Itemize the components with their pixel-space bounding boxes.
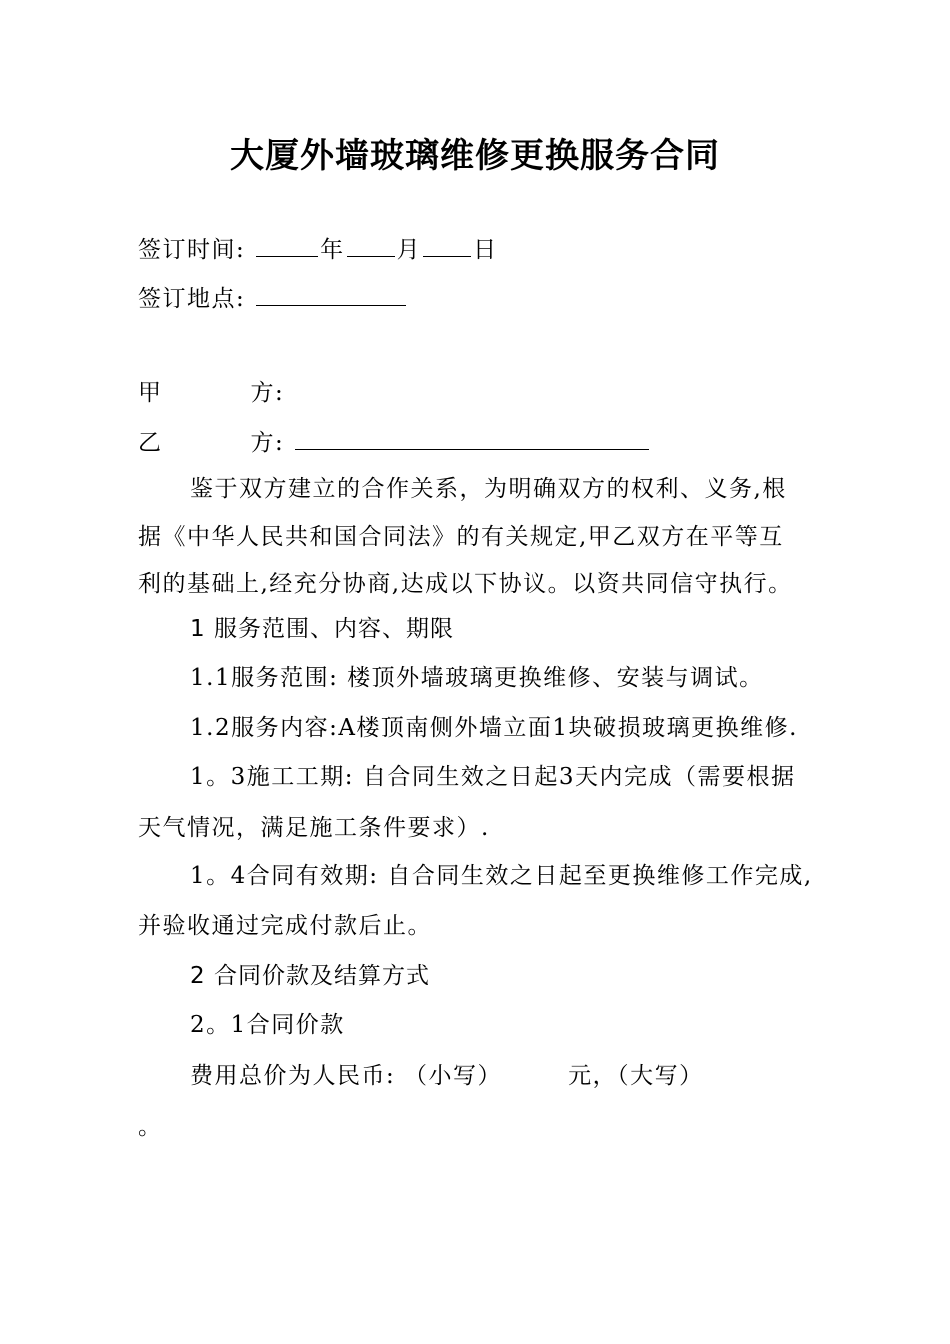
section-1-item-2: 1.2服务内容:A楼顶南侧外墙立面1块破损玻璃更换维修. [190,715,798,741]
year-label: 年 [320,237,345,263]
preamble-line-3: 利的基础上,经充分协商,达成以下协议。以资共同信守执行。 [138,571,793,597]
party-a-char2: 方: [250,380,285,406]
section-1-item-1: 1.1服务范围: 楼顶外墙玻璃更换维修、安装与调试。 [190,665,764,691]
month-label: 月 [396,237,422,263]
sign-time-line [138,234,498,265]
document-title: 大厦外墙玻璃维修更换服务合同 [230,136,720,176]
party-b-char2: 方: [250,430,285,456]
preamble-line-2: 据《中华人民共和国合同法》的有关规定,甲乙双方在平等互 [138,524,784,550]
sign-time-label: 签订时间: [138,237,246,263]
price-line [190,1061,704,1091]
preamble-line-1: 鉴于双方建立的合作关系，为明确双方的权利、义务,根 [190,476,787,502]
party-b-char1: 乙 [138,430,163,456]
party-b-line [138,427,651,458]
year-blank [256,234,318,257]
party-b-blank [295,427,649,450]
section-1-heading: 1 服务范围、内容、期限 [190,616,454,642]
section-1-item-3-line-2: 天气情况，满足施工条件要求）. [138,815,490,841]
price-prefix: 费用总价为人民币: （小写） [190,1063,503,1089]
sign-place-label: 签订地点: [138,286,246,312]
month-blank [347,234,395,257]
section-1-item-4-line-2: 并验收通过完成付款后止。 [138,913,432,939]
party-a-char1: 甲 [138,380,163,406]
sign-place-line [138,283,408,314]
day-blank [423,234,471,257]
section-1-item-4-line-1: 1。4合同有效期: 自合同生效之日起至更换维修工作完成, [190,863,813,889]
sign-place-blank [256,283,406,306]
section-1-item-3-line-1: 1。3施工工期: 自合同生效之日起3天内完成（需要根据 [190,764,796,790]
party-a-line [138,378,284,408]
section-2-item-1: 2。1合同价款 [190,1012,345,1038]
section-2-heading: 2 合同价款及结算方式 [190,963,430,989]
price-unit: 元，（大写） [568,1063,704,1089]
day-label: 日 [473,237,498,263]
trailing-mark: 。 [138,1114,163,1140]
